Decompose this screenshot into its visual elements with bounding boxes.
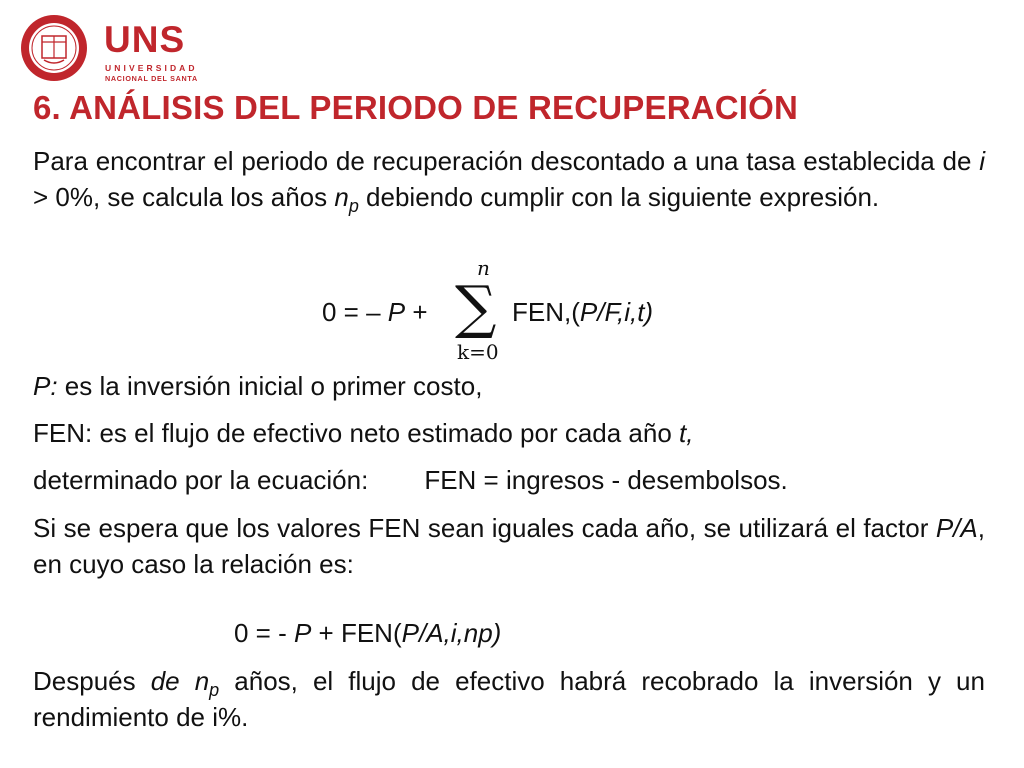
summation <box>455 256 509 366</box>
fen-formula: FEN = ingresos - desembolsos. <box>424 465 788 495</box>
intro-text-1: Para encontrar el periodo de recuperación descontado a una tasa establecida de <box>33 146 980 176</box>
equal-fen-text-1: Si se espera que los valores FEN sean iguales cada año, se utilizará el factor <box>33 513 936 543</box>
determined-by-line <box>33 462 788 498</box>
summation-equation <box>322 256 742 366</box>
rhs-italic: P/F,i,t) <box>579 297 654 327</box>
def-fen-text: FEN: es el flujo de efectivo neto estimado por cada año <box>33 418 680 448</box>
logo-line1: UNIVERSIDAD <box>105 63 198 73</box>
conclusion-italic: de n <box>150 666 210 696</box>
equal-fen-text-2: , en cuyo caso la relación es: <box>33 513 985 579</box>
var-i: i <box>979 146 985 176</box>
eq2-prefix: 0 = - <box>234 618 294 648</box>
university-seal-icon <box>20 14 88 82</box>
university-logo <box>20 14 270 86</box>
pa-equation <box>234 615 501 651</box>
sigma-symbol: ∑ <box>455 273 497 341</box>
intro-paragraph <box>33 143 985 215</box>
equation-rhs <box>512 294 653 330</box>
factor-pa: P/A <box>935 513 978 543</box>
definition-fen <box>33 415 694 451</box>
slide-title: 6. ANÁLISIS DEL PERIODO DE RECUPERACIÓN <box>33 89 799 126</box>
lhs-var-p: P <box>387 297 406 327</box>
eq2-middle: + FEN( <box>311 618 402 648</box>
intro-text-2: > 0%, se calcula los años <box>33 182 335 212</box>
def-p-var: P: <box>33 371 58 401</box>
conclusion-text-2: años, el flujo de efectivo habrá recobrado la inversión y un rendimiento de i%. <box>33 666 985 732</box>
conclusion-subscript: p <box>209 680 220 700</box>
rhs-prefix: FEN,( <box>512 297 580 327</box>
var-n-subscript: p <box>348 196 359 216</box>
equal-fen-paragraph <box>33 510 985 582</box>
equation-lhs <box>322 294 428 330</box>
logo-name: UNS <box>104 19 186 60</box>
def-fen-var: t, <box>679 418 694 448</box>
determined-text: determinado por la ecuación: <box>33 465 369 495</box>
var-n: n <box>334 182 349 212</box>
intro-text-3: debiendo cumplir con la siguiente expresión. <box>358 182 880 212</box>
lhs-suffix: + <box>405 297 428 327</box>
conclusion-text-1: Después <box>33 666 151 696</box>
eq2-italic: P/A,i,np) <box>401 618 502 648</box>
eq2-var-p: P <box>293 618 312 648</box>
lhs-prefix: 0 = – <box>322 297 388 327</box>
conclusion-paragraph <box>33 663 985 735</box>
sum-upper-limit: n <box>477 256 490 280</box>
sum-lower-limit: k=0 <box>457 340 499 364</box>
definition-p <box>33 368 482 404</box>
def-p-text: es la inversión inicial o primer costo, <box>57 371 483 401</box>
logo-line2: NACIONAL DEL SANTA <box>105 74 198 83</box>
